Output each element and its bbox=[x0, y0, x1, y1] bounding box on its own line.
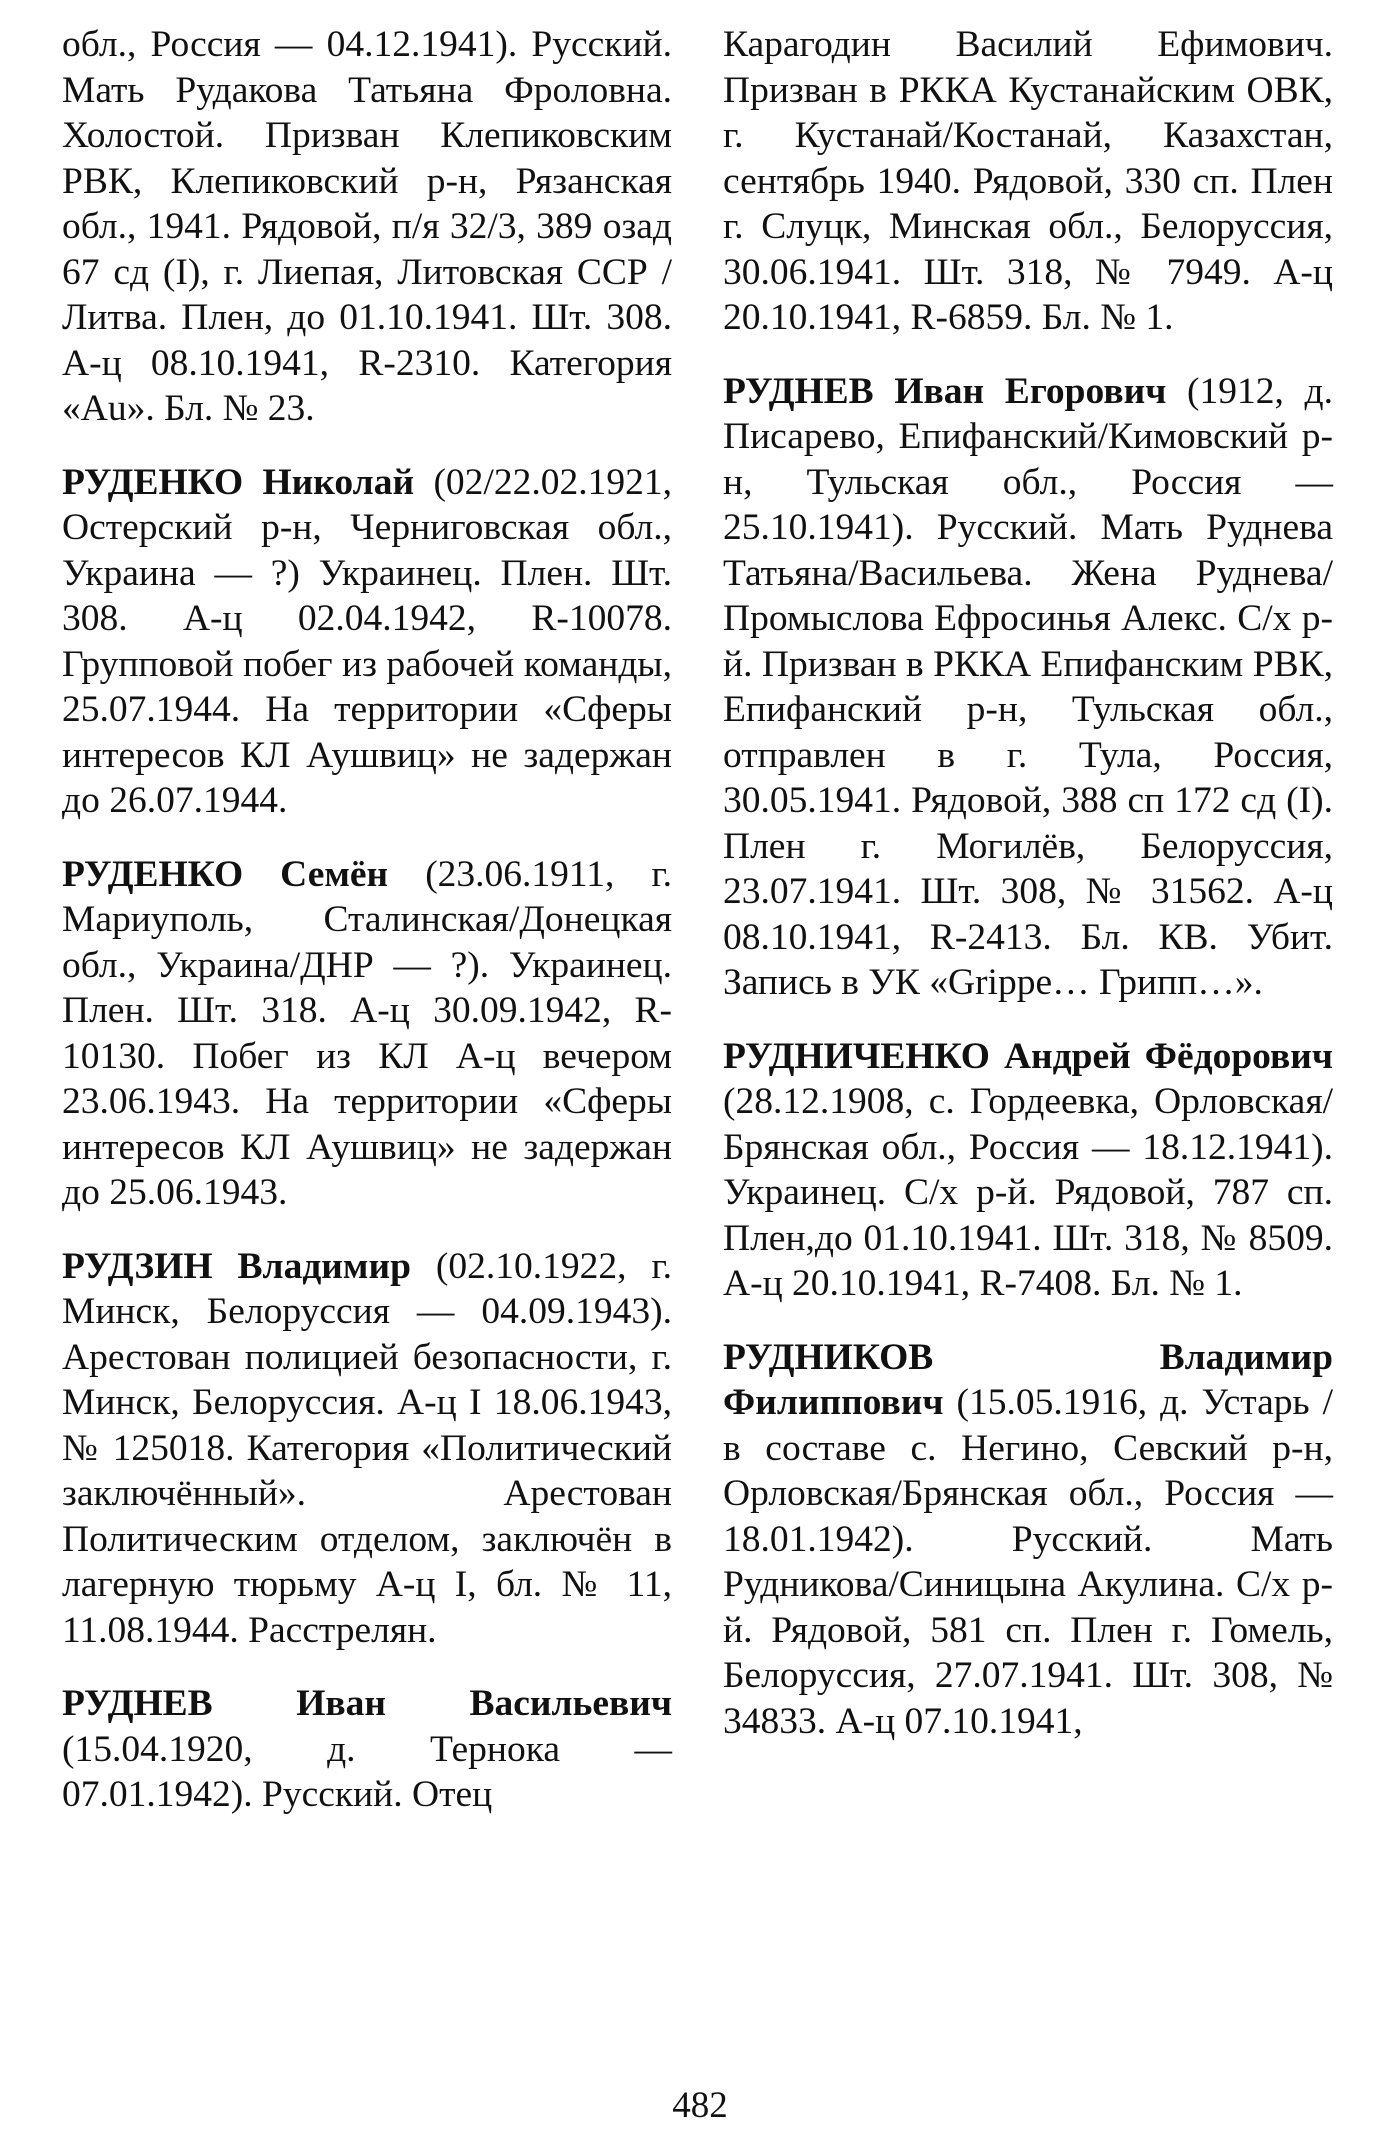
entry-rudenko-nikolai bbox=[62, 460, 672, 824]
entry-text: (23.06.1911, г. Мариуполь, Сталинская/Донецкая обл., Украина/ДНР — ?). Украинец. Плен. Шт. 318. А-ц 30.09.1942, R-10130. Побег из КЛ А-ц вечером 23.06.1943. На территории «Сферы интересов КЛ Аушвиц» не задержан до 25.06.1943. bbox=[62, 853, 672, 1213]
entry-text: Карагодин Василий Ефимович. Призван в РККА Кустанайским ОВК, г. Кустанай/Костанай, Казахстан, сентябрь 1940. Рядовой, 330 сп. Плен г. Слуцк, Минская обл., Белоруссия, 30.06.1941. Шт. 318, № 7949. А-ц 20.10.1941, R-6859. Бл. № 1. bbox=[723, 24, 1333, 338]
entry-rudenko-semyon bbox=[62, 852, 672, 1216]
entry-name: РУДНИЧЕНКО Андрей Фёдорович bbox=[723, 1035, 1333, 1077]
entry-rudzin-vladimir bbox=[62, 1244, 672, 1654]
entry-name: РУДЕНКО Николай bbox=[62, 461, 415, 503]
entry-text: (02.10.1922, г. Минск, Белоруссия — 04.09.1943). Арестован полицией безопасности, г. Минск, Белоруссия. А-ц I 18.06.1943, № 125018. Категория «Политический заключённый». Арестован Политическим отделом, заключён в лагерную тюрьму А-ц I, бл. № 11, 11.08.1944. Расстрелян. bbox=[62, 1245, 672, 1651]
entry-text: (02/22.02.1921, Остерский р-н, Черниговская обл., Украина — ?) Украинец. Плен. Шт. 308. А-ц 02.04.1942, R-10078. Групповой побег из рабочей команды, 25.07.1944. На территории «Сферы интересов КЛ Аушвиц» не задержан до 26.07.1944. bbox=[62, 461, 672, 821]
page-number: 482 bbox=[672, 2085, 728, 2126]
entry-name: РУДНИКОВ Владимир Филиппович bbox=[723, 1336, 1333, 1423]
entry-name: РУДЕНКО Семён bbox=[62, 853, 389, 895]
entry-text: (28.12.1908, с. Гордеевка, Орловская/Брянская обл., Россия — 18.12.1941). Украинец. С/х р-й. Рядовой, 787 сп. Плен,до 01.10.1941. Шт. 318, № 8509. А-ц 20.10.1941, R-7408. Бл. № 1. bbox=[723, 1081, 1333, 1304]
entry-rudnichenko-andrei bbox=[723, 1034, 1333, 1307]
entry-name: РУДНЕВ Иван Васильевич bbox=[62, 1683, 672, 1724]
entry-rudnev-ivan-egorovich bbox=[723, 369, 1333, 1006]
entry-text: обл., Россия — 04.12.1941). Русский. Мать Рудакова Татьяна Фроловна. Холостой. Призван Клепиковским РВК, Клепиковский р-н, Рязанская обл., 1941. Рядовой, п/я 32/3, 389 озад 67 сд (I), г. Лиепая, Литовская ССР / Литва. Плен, до 01.10.1941. Шт. 308. А-ц 08.10.1941, R-2310. Категория «Au». Бл. № 23. bbox=[62, 24, 672, 429]
entry-name: РУДЗИН Владимир bbox=[62, 1245, 411, 1287]
right-column bbox=[723, 22, 1333, 1744]
entry-text: (15.05.1916, д. Устарь / в составе с. Негино, Севский р-н, Орловская/Брянская обл., Россия — 18.01.1942). Русский. Мать Рудникова/Синицына Акулина. С/х р-й. Рядовой, 581 сп. Плен г. Гомель, Белоруссия, 27.07.1941. Шт. 308, № 34833. А-ц 07.10.1941, bbox=[723, 1382, 1333, 1742]
entry-continuation bbox=[62, 22, 672, 432]
entry-rudnev-ivan-vasilievich bbox=[62, 1681, 672, 1818]
left-column bbox=[62, 22, 672, 1818]
entry-continuation bbox=[723, 22, 1333, 341]
entry-text: (15.04.1920, д. Тернока — 07.01.1942). Русский. Отец bbox=[62, 1728, 672, 1815]
entry-rudnikov-vladimir bbox=[723, 1335, 1333, 1745]
entry-name: РУДНЕВ Иван Егорович bbox=[723, 370, 1167, 412]
entry-text: (1912, д. Писарево, Епифанский/Кимовский р-н, Тульская обл., Россия — 25.10.1941). Русский. Мать Руднева Татьяна/Васильева. Жена Руднева/Промыслова Ефросинья Алекс. С/х р-й. Призван в РККА Епифанским РВК, Епифанский р-н, Тульская обл., отправлен в г. Тула, Россия, 30.05.1941. Рядовой, 388 сп 172 сд (I). Плен г. Могилёв, Белоруссия, 23.07.1941. Шт. 308, № 31562. А-ц 08.10.1941, R-2413. Бл. КВ. Убит. Запись в УК «Grippe… Грипп…». bbox=[723, 370, 1333, 1003]
